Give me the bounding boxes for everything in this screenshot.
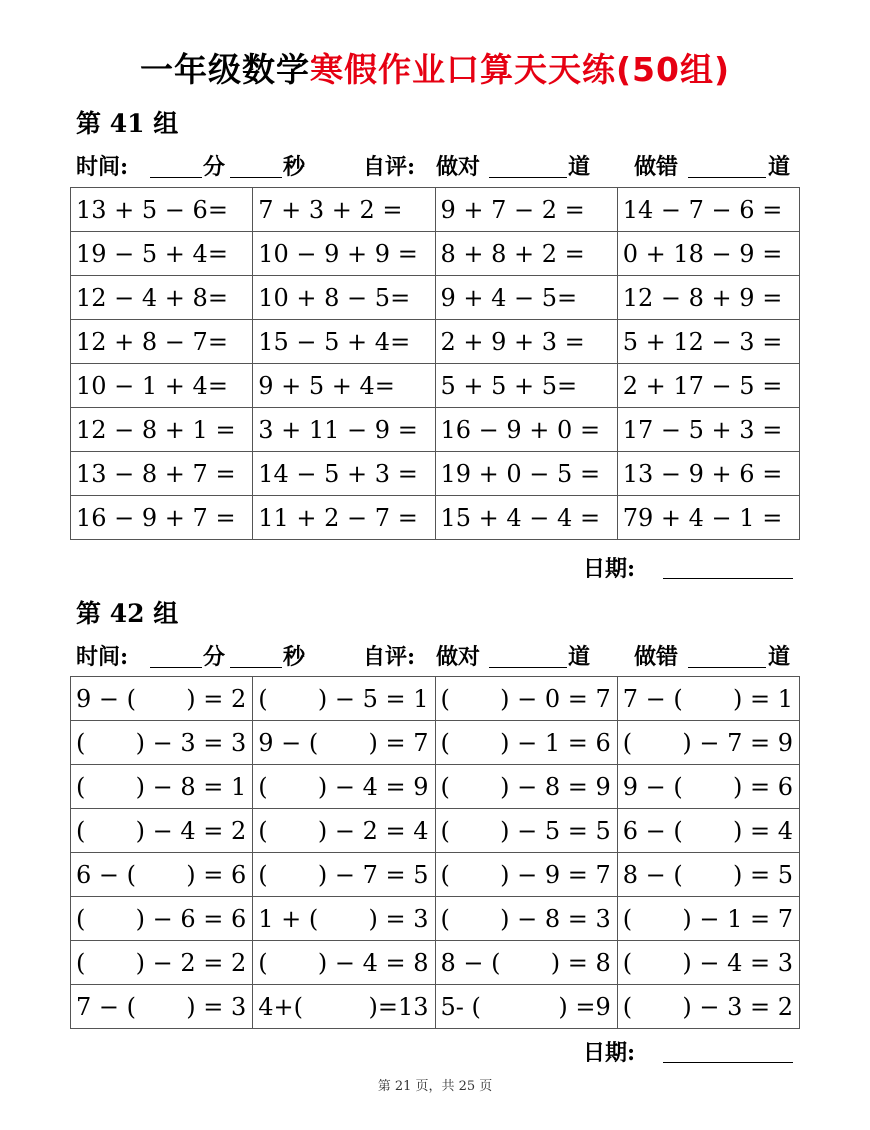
minutes-label: 分 bbox=[203, 154, 226, 180]
group-41-date bbox=[583, 552, 635, 583]
table-row bbox=[71, 677, 800, 721]
blank-problem-cell[interactable] bbox=[435, 765, 617, 809]
correct-blank[interactable] bbox=[489, 177, 567, 178]
table-row bbox=[71, 496, 800, 540]
problem-parts bbox=[441, 817, 611, 845]
date-blank[interactable] bbox=[663, 578, 793, 579]
problem-parts bbox=[76, 993, 246, 1021]
problem-left: 8 − ( bbox=[440, 948, 501, 977]
problem-parts bbox=[441, 861, 611, 889]
problem-right: ) − 8 = 1 bbox=[135, 772, 247, 801]
title-black: 一年级数学 bbox=[139, 50, 310, 89]
blank-problem-cell[interactable] bbox=[253, 985, 435, 1029]
problem-parts bbox=[76, 949, 246, 977]
problem-left: ( bbox=[258, 684, 268, 713]
problem-cell[interactable]: 3 + 11 − 9 = bbox=[253, 408, 435, 452]
minutes-blank[interactable] bbox=[150, 667, 202, 668]
blank-problem-cell[interactable] bbox=[253, 721, 435, 765]
correct-unit: 道 bbox=[568, 644, 591, 670]
table-row bbox=[71, 408, 800, 452]
problem-right: ) − 8 = 9 bbox=[500, 772, 611, 801]
blank-problem-cell[interactable] bbox=[71, 985, 253, 1029]
blank-problem-cell[interactable] bbox=[253, 765, 435, 809]
problem-right: ) − 4 = 2 bbox=[135, 816, 247, 845]
table-row bbox=[71, 276, 800, 320]
problem-left: ( bbox=[258, 860, 268, 889]
problem-left: ( bbox=[440, 904, 450, 933]
problem-left: ( bbox=[440, 684, 450, 713]
problem-parts bbox=[258, 817, 428, 845]
problem-right: ) − 1 = 7 bbox=[682, 904, 793, 933]
problem-cell[interactable]: 13 + 5 − 6= bbox=[71, 188, 253, 232]
problem-cell[interactable]: 15 − 5 + 4= bbox=[253, 320, 435, 364]
problem-left: ( bbox=[440, 860, 450, 889]
date-label: 日期: bbox=[583, 556, 636, 582]
seconds-label: 秒 bbox=[283, 154, 306, 180]
blank-problem-cell[interactable] bbox=[71, 941, 253, 985]
table-row bbox=[71, 232, 800, 276]
problem-left: ( bbox=[440, 816, 450, 845]
problem-left: 6 − ( bbox=[76, 860, 136, 889]
blank-problem-cell[interactable] bbox=[435, 809, 617, 853]
problem-right: ) = 6 bbox=[733, 772, 793, 801]
blank-problem-cell[interactable] bbox=[71, 853, 253, 897]
problem-parts bbox=[258, 905, 428, 933]
problem-cell[interactable]: 10 − 1 + 4= bbox=[71, 364, 253, 408]
problem-cell[interactable]: 79 + 4 − 1 = bbox=[617, 496, 799, 540]
problem-cell[interactable]: 19 − 5 + 4= bbox=[71, 232, 253, 276]
problem-cell[interactable]: 11 + 2 − 7 = bbox=[253, 496, 435, 540]
table-row bbox=[71, 897, 800, 941]
table-row bbox=[71, 320, 800, 364]
blank-problem-cell[interactable] bbox=[435, 677, 617, 721]
problem-right: ) − 4 = 3 bbox=[682, 948, 793, 977]
problem-left: ( bbox=[76, 728, 86, 757]
correct-label: 做对 bbox=[436, 154, 481, 180]
time-label: 时间: bbox=[76, 154, 129, 180]
problem-left: ( bbox=[76, 948, 86, 977]
problem-cell[interactable]: 2 + 17 − 5 = bbox=[617, 364, 799, 408]
problem-cell[interactable]: 0 + 18 − 9 = bbox=[617, 232, 799, 276]
seconds-blank[interactable] bbox=[230, 667, 282, 668]
group-42-meta bbox=[76, 640, 796, 672]
self-eval-label: 自评: bbox=[363, 154, 416, 180]
problem-left: 7 − ( bbox=[76, 992, 136, 1021]
date-blank[interactable] bbox=[663, 1062, 793, 1063]
problem-parts bbox=[623, 905, 793, 933]
problem-right: ) − 0 = 7 bbox=[500, 684, 611, 713]
problem-left: ( bbox=[258, 772, 268, 801]
problem-parts bbox=[623, 949, 793, 977]
seconds-blank[interactable] bbox=[230, 177, 282, 178]
problem-left: ( bbox=[258, 948, 268, 977]
problem-left: 7 − ( bbox=[622, 684, 683, 713]
table-row bbox=[71, 364, 800, 408]
problem-right: ) − 6 = 6 bbox=[135, 904, 247, 933]
problem-right: ) − 3 = 3 bbox=[135, 728, 247, 757]
minutes-blank[interactable] bbox=[150, 177, 202, 178]
wrong-label: 做错 bbox=[634, 154, 679, 180]
problem-right: ) − 5 = 1 bbox=[317, 684, 429, 713]
wrong-unit: 道 bbox=[768, 644, 791, 670]
problem-cell[interactable]: 7 + 3 + 2 = bbox=[253, 188, 435, 232]
problem-parts bbox=[76, 729, 246, 757]
problem-right: ) = 7 bbox=[368, 728, 429, 757]
problem-left: ( bbox=[440, 772, 450, 801]
problem-cell[interactable]: 10 + 8 − 5= bbox=[253, 276, 435, 320]
blank-problem-cell[interactable] bbox=[435, 985, 617, 1029]
blank-problem-cell[interactable] bbox=[617, 765, 799, 809]
problem-left: ( bbox=[440, 728, 450, 757]
problem-parts bbox=[623, 817, 793, 845]
blank-problem-cell[interactable] bbox=[71, 897, 253, 941]
problem-parts bbox=[76, 817, 246, 845]
blank-problem-cell[interactable] bbox=[253, 941, 435, 985]
problem-cell[interactable]: 2 + 9 + 3 = bbox=[435, 320, 617, 364]
problem-left: 9 − ( bbox=[622, 772, 683, 801]
problem-right: ) − 4 = 8 bbox=[317, 948, 429, 977]
problem-parts bbox=[258, 993, 428, 1021]
wrong-unit: 道 bbox=[768, 154, 791, 180]
blank-problem-cell[interactable] bbox=[71, 809, 253, 853]
problem-parts bbox=[441, 685, 611, 713]
blank-problem-cell[interactable] bbox=[71, 765, 253, 809]
blank-problem-cell[interactable] bbox=[435, 721, 617, 765]
time-label: 时间: bbox=[76, 644, 129, 670]
problem-left: ( bbox=[258, 816, 268, 845]
group-42-date bbox=[583, 1036, 635, 1067]
wrong-label: 做错 bbox=[634, 644, 679, 670]
problem-parts bbox=[441, 993, 611, 1021]
seconds-label: 秒 bbox=[283, 644, 306, 670]
page-footer: 第 21 页，共 25 页 bbox=[377, 1079, 493, 1094]
problem-parts bbox=[623, 729, 793, 757]
problem-parts bbox=[623, 685, 793, 713]
date-label: 日期: bbox=[583, 1040, 636, 1066]
title-red: 寒假作业口算天天练(50组) bbox=[309, 50, 731, 89]
problem-left: ( bbox=[76, 816, 86, 845]
problem-parts bbox=[76, 685, 246, 713]
problem-right: )=13 bbox=[368, 992, 429, 1021]
problem-right: ) − 2 = 4 bbox=[317, 816, 429, 845]
problem-right: ) = 2 bbox=[186, 684, 247, 713]
problem-cell[interactable]: 15 + 4 − 4 = bbox=[435, 496, 617, 540]
problem-cell[interactable]: 12 − 8 + 9 = bbox=[617, 276, 799, 320]
problem-parts bbox=[258, 729, 428, 757]
page-title bbox=[0, 44, 870, 91]
problem-parts bbox=[441, 905, 611, 933]
problem-left: ( bbox=[76, 904, 86, 933]
problem-cell[interactable]: 14 − 5 + 3 = bbox=[253, 452, 435, 496]
problem-cell[interactable]: 9 + 5 + 4= bbox=[253, 364, 435, 408]
problem-parts bbox=[258, 861, 428, 889]
problem-parts bbox=[441, 729, 611, 757]
group-42-table bbox=[70, 676, 800, 1029]
table-row bbox=[71, 985, 800, 1029]
blank-problem-cell[interactable] bbox=[617, 897, 799, 941]
problem-right: ) = 8 bbox=[550, 948, 611, 977]
group-41-meta bbox=[76, 150, 796, 182]
problem-right: ) = 6 bbox=[186, 860, 247, 889]
table-row bbox=[71, 853, 800, 897]
problem-left: ( bbox=[622, 904, 633, 933]
problem-right: ) = 5 bbox=[733, 860, 793, 889]
problem-cell[interactable]: 16 − 9 + 7 = bbox=[71, 496, 253, 540]
problem-parts bbox=[441, 949, 611, 977]
problem-cell[interactable]: 12 + 8 − 7= bbox=[71, 320, 253, 364]
blank-problem-cell[interactable] bbox=[435, 941, 617, 985]
problem-cell[interactable]: 9 + 7 − 2 = bbox=[435, 188, 617, 232]
problem-cell[interactable]: 13 − 8 + 7 = bbox=[71, 452, 253, 496]
problem-cell[interactable]: 9 + 4 − 5= bbox=[435, 276, 617, 320]
blank-problem-cell[interactable] bbox=[71, 721, 253, 765]
problem-cell[interactable]: 19 + 0 − 5 = bbox=[435, 452, 617, 496]
problem-right: ) − 5 = 5 bbox=[500, 816, 611, 845]
problem-right: ) = 3 bbox=[368, 904, 429, 933]
problem-right: ) − 7 = 5 bbox=[317, 860, 429, 889]
problem-right: ) =9 bbox=[558, 992, 611, 1021]
problem-right: ) − 3 = 2 bbox=[682, 992, 793, 1021]
problem-left: 1 + ( bbox=[258, 904, 319, 933]
problem-right: ) − 8 = 3 bbox=[500, 904, 611, 933]
problem-right: ) − 1 = 6 bbox=[500, 728, 611, 757]
problem-parts bbox=[258, 773, 428, 801]
problem-left: 9 − ( bbox=[258, 728, 319, 757]
problem-right: ) − 7 = 9 bbox=[682, 728, 793, 757]
correct-blank[interactable] bbox=[489, 667, 567, 668]
blank-problem-cell[interactable] bbox=[617, 677, 799, 721]
problem-left: 9 − ( bbox=[76, 684, 136, 713]
blank-problem-cell[interactable] bbox=[617, 809, 799, 853]
problem-right: ) = 3 bbox=[186, 992, 247, 1021]
problem-left: 4+( bbox=[258, 992, 303, 1021]
problem-cell[interactable]: 5 + 5 + 5= bbox=[435, 364, 617, 408]
group-42-heading: 第 42 组 bbox=[76, 599, 179, 628]
blank-problem-cell[interactable] bbox=[617, 853, 799, 897]
problem-parts bbox=[441, 773, 611, 801]
problem-cell[interactable]: 13 − 9 + 6 = bbox=[617, 452, 799, 496]
problem-cell[interactable]: 10 − 9 + 9 = bbox=[253, 232, 435, 276]
blank-problem-cell[interactable] bbox=[435, 853, 617, 897]
table-row bbox=[71, 765, 800, 809]
problem-right: ) − 2 = 2 bbox=[135, 948, 247, 977]
problem-left: ( bbox=[76, 772, 86, 801]
blank-problem-cell[interactable] bbox=[253, 809, 435, 853]
problem-cell[interactable]: 12 − 8 + 1 = bbox=[71, 408, 253, 452]
problem-parts bbox=[623, 993, 793, 1021]
blank-problem-cell[interactable] bbox=[253, 897, 435, 941]
problem-cell[interactable]: 16 − 9 + 0 = bbox=[435, 408, 617, 452]
problem-parts bbox=[76, 905, 246, 933]
table-row bbox=[71, 809, 800, 853]
problem-parts bbox=[623, 773, 793, 801]
blank-problem-cell[interactable] bbox=[71, 677, 253, 721]
problem-cell[interactable]: 14 − 7 − 6 = bbox=[617, 188, 799, 232]
blank-problem-cell[interactable] bbox=[617, 941, 799, 985]
wrong-blank[interactable] bbox=[688, 177, 766, 178]
problem-parts bbox=[258, 949, 428, 977]
table-row bbox=[71, 188, 800, 232]
blank-problem-cell[interactable] bbox=[617, 985, 799, 1029]
problem-parts bbox=[258, 685, 428, 713]
problem-left: 8 − ( bbox=[622, 860, 683, 889]
problem-parts bbox=[76, 773, 246, 801]
table-row bbox=[71, 721, 800, 765]
problem-left: ( bbox=[622, 992, 633, 1021]
problem-parts bbox=[76, 861, 246, 889]
blank-problem-cell[interactable] bbox=[435, 897, 617, 941]
group-41-table bbox=[70, 187, 800, 540]
group-41-heading: 第 41 组 bbox=[76, 109, 179, 138]
blank-problem-cell[interactable] bbox=[617, 721, 799, 765]
table-row bbox=[71, 941, 800, 985]
blank-problem-cell[interactable] bbox=[253, 677, 435, 721]
problem-parts bbox=[623, 861, 793, 889]
problem-right: ) = 4 bbox=[733, 816, 793, 845]
problem-left: 5- ( bbox=[440, 992, 481, 1021]
correct-label: 做对 bbox=[436, 644, 481, 670]
self-eval-label: 自评: bbox=[363, 644, 416, 670]
problem-cell[interactable]: 5 + 12 − 3 = bbox=[617, 320, 799, 364]
problem-cell[interactable]: 12 − 4 + 8= bbox=[71, 276, 253, 320]
correct-unit: 道 bbox=[568, 154, 591, 180]
problem-left: ( bbox=[622, 728, 633, 757]
problem-left: ( bbox=[622, 948, 633, 977]
problem-cell[interactable]: 8 + 8 + 2 = bbox=[435, 232, 617, 276]
wrong-blank[interactable] bbox=[688, 667, 766, 668]
table-row bbox=[71, 452, 800, 496]
blank-problem-cell[interactable] bbox=[253, 853, 435, 897]
problem-left: 6 − ( bbox=[622, 816, 683, 845]
problem-right: ) = 1 bbox=[733, 684, 793, 713]
problem-right: ) − 4 = 9 bbox=[317, 772, 429, 801]
problem-cell[interactable]: 17 − 5 + 3 = bbox=[617, 408, 799, 452]
minutes-label: 分 bbox=[203, 644, 226, 670]
problem-right: ) − 9 = 7 bbox=[500, 860, 611, 889]
